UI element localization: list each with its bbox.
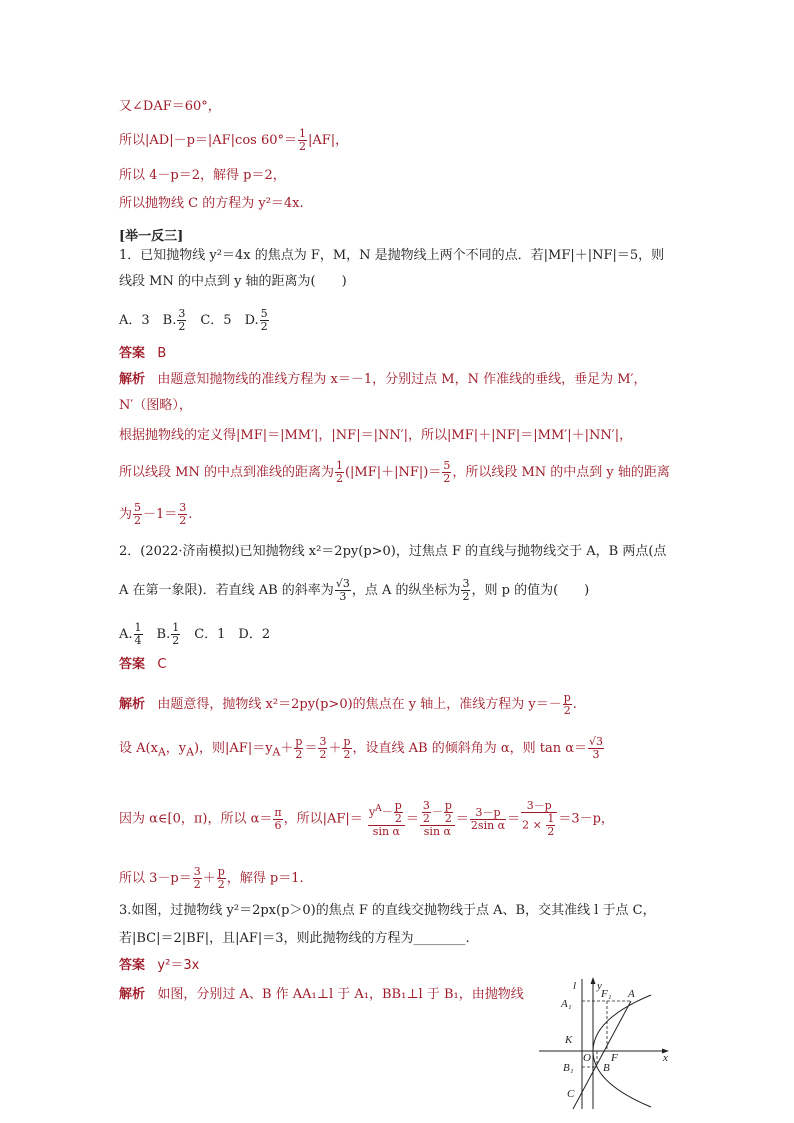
fraction: $\frac{p}{2}$	[217, 865, 225, 891]
analysis-1-line-5: 为 $\frac{5}{2}$ －1＝ $\frac{3}{2}$ .	[119, 501, 193, 527]
fraction: $\frac{3}{2}$	[462, 577, 470, 603]
question-2-options: A. $\frac{1}{4}$ B. $\frac{1}{2}$ C．1 D．2	[119, 621, 271, 647]
figure-label: O	[583, 1052, 591, 1064]
fraction: $\frac{3}{2}$	[193, 865, 201, 891]
figure-label: x	[663, 1052, 668, 1064]
question-3-line-1: 3.如图，过抛物线 y²＝2px(p＞0)的焦点 F 的直线交抛物线于点 A、B，交其准线 l 于点 C，	[119, 903, 656, 918]
analysis-2-line-4: 所以 3－p＝ $\frac{3}{2}$ ＋ $\frac{p}{2}$ ，解得 p＝1.	[119, 865, 304, 891]
question-1-line-2: 线段 MN 的中点到 y 轴的距离为( )	[119, 274, 347, 289]
fraction: $\frac{3}{2}$	[178, 307, 186, 333]
parabola-figure	[535, 975, 675, 1110]
fraction: $\frac{3}{2}$	[179, 501, 187, 527]
figure-label: A₁	[561, 998, 572, 1010]
answer-1: 答案 B	[119, 346, 167, 361]
section-title: [举一反三]	[119, 229, 184, 244]
analysis-1-line-2: N′（图略），	[119, 398, 192, 413]
fraction: $\frac{1}{2}$	[299, 127, 307, 153]
fraction: $\frac{√3}{3}$	[589, 735, 604, 761]
figure-label: B	[603, 1062, 610, 1074]
fraction: $\frac{1}{2}$	[172, 621, 180, 647]
fraction: $\frac{5}{2}$	[134, 501, 142, 527]
fraction: $\frac{√3}{3}$	[335, 577, 350, 603]
fraction: $\frac{5}{2}$	[443, 459, 451, 485]
answer-2: 答案 C	[119, 657, 167, 672]
fraction: $\frac{5}{2}$	[260, 307, 268, 333]
answer-3: 答案 y²＝3x	[119, 958, 200, 973]
solution-line-2: 所以|AD|－p＝|AF|cos 60°＝ $\frac{1}{2}$ |AF|，	[119, 127, 349, 153]
fraction: $\frac{p}{2}$	[295, 735, 303, 761]
analysis-2-line-1: 解析 由题意得，抛物线 x²＝2py(p>0)的焦点在 y 轴上，准线方程为 y＝－ $\frac{p}{2}$ .	[119, 691, 577, 717]
fraction: $\frac{1}{2}$	[335, 459, 343, 485]
question-1-options: A．3 B. $\frac{3}{2}$ C．5 D. $\frac{5}{2}$	[119, 307, 268, 333]
figure-label: l	[573, 980, 577, 992]
figure-label: C	[567, 1088, 575, 1100]
fraction-complex: $\frac{3}{2}$ － $\frac{p}{2}$ sin α	[420, 800, 455, 838]
fraction: $\frac{p}{2}$	[563, 691, 571, 717]
figure-label: A	[628, 988, 635, 1000]
fraction: $\frac{3}{2}$	[319, 735, 327, 761]
analysis-3-line-1: 解析 如图，分别过 A、B 作 AA₁⊥l 于 A₁，BB₁⊥l 于 B₁，由抛物线	[119, 987, 524, 1002]
fraction: $\frac{p}{2}$	[343, 735, 351, 761]
analysis-2-line-2: 设 $A(x_A$，$y_A$)，则$|AF|=y_A+$ $\frac{p}{2}$ ＝ $\frac{3}{2}$ ＋ $\frac{p}{2}$ ，设直线 AB 的倾斜角为 α，则 tan α＝ $\frac{√3}{3}$	[119, 735, 604, 761]
question-3-line-2: 若|BC|＝2|BF|，且|AF|＝3，则此抛物线的方程为________.	[119, 931, 470, 946]
fraction-complex: 3－p 2 × $\frac{1}{2}$	[521, 800, 557, 838]
analysis-1-line-3: 根据抛物线的定义得|MF|＝|MM′|，|NF|＝|NN′|，所以|MF|＋|NF|＝|MM′|＋|NN′|，	[119, 428, 633, 443]
figure-label: B₁	[563, 1062, 574, 1074]
question-2-line-1: 2．(2022·济南模拟)已知抛物线 x²＝2py(p>0)，过焦点 F 的直线与抛物线交于 A，B 两点(点	[119, 544, 667, 559]
figure-label: K	[565, 1034, 573, 1046]
fraction: $\frac{1}{4}$	[134, 621, 142, 647]
question-2-line-2: A 在第一象限)．若直线 AB 的斜率为 $\frac{√3}{3}$ ，点 A 的纵坐标为 $\frac{3}{2}$ ，则 p 的值为( )	[119, 577, 590, 603]
figure-label: F₁	[601, 988, 612, 1000]
fraction-complex: $y^A-$ $\frac{p}{2}$ sin α	[368, 800, 405, 838]
analysis-2-line-3: 因为 α∈[0，π)，所以 α＝ $\frac{\pi}{6}$ ，所以|AF|＝ $y^A-$ $\frac{p}{2}$ sin α ＝ $\frac{3}{2}$ － $\frac{p}{2}$ sin α ＝ $\frac{3-p}{\text{2sin α}}$ ＝ 3－p 2 × $\frac{1}{2}$ ＝3－p，	[119, 799, 614, 838]
question-1-line-1: 1．已知抛物线 y²＝4x 的焦点为 F，M，N 是抛物线上两个不同的点．若|MF|＋|NF|＝5，则	[119, 248, 665, 263]
figure-label: y	[597, 980, 602, 992]
solution-line-4: 所以抛物线 C 的方程为 y²＝4x.	[119, 196, 304, 211]
solution-line-3: 所以 4－p＝2，解得 p＝2，	[119, 168, 286, 183]
figure-label: F	[611, 1052, 618, 1064]
analysis-1-line-1: 解析 由题意知抛物线的准线方程为 x＝－1，分别过点 M，N 作准线的垂线，垂足为 M′，	[119, 372, 647, 387]
fraction: $\frac{\pi}{6}$	[274, 805, 282, 832]
solution-line-1: 又∠DAF＝60°，	[119, 99, 221, 114]
fraction: $\frac{3-p}{\text{2sin α}}$	[470, 805, 506, 832]
analysis-1-line-4: 所以线段 MN 的中点到准线的距离为 $\frac{1}{2}$ (|MF|＋|NF|)＝ $\frac{5}{2}$ ，所以线段 MN 的中点到 y 轴的距离	[119, 459, 670, 485]
